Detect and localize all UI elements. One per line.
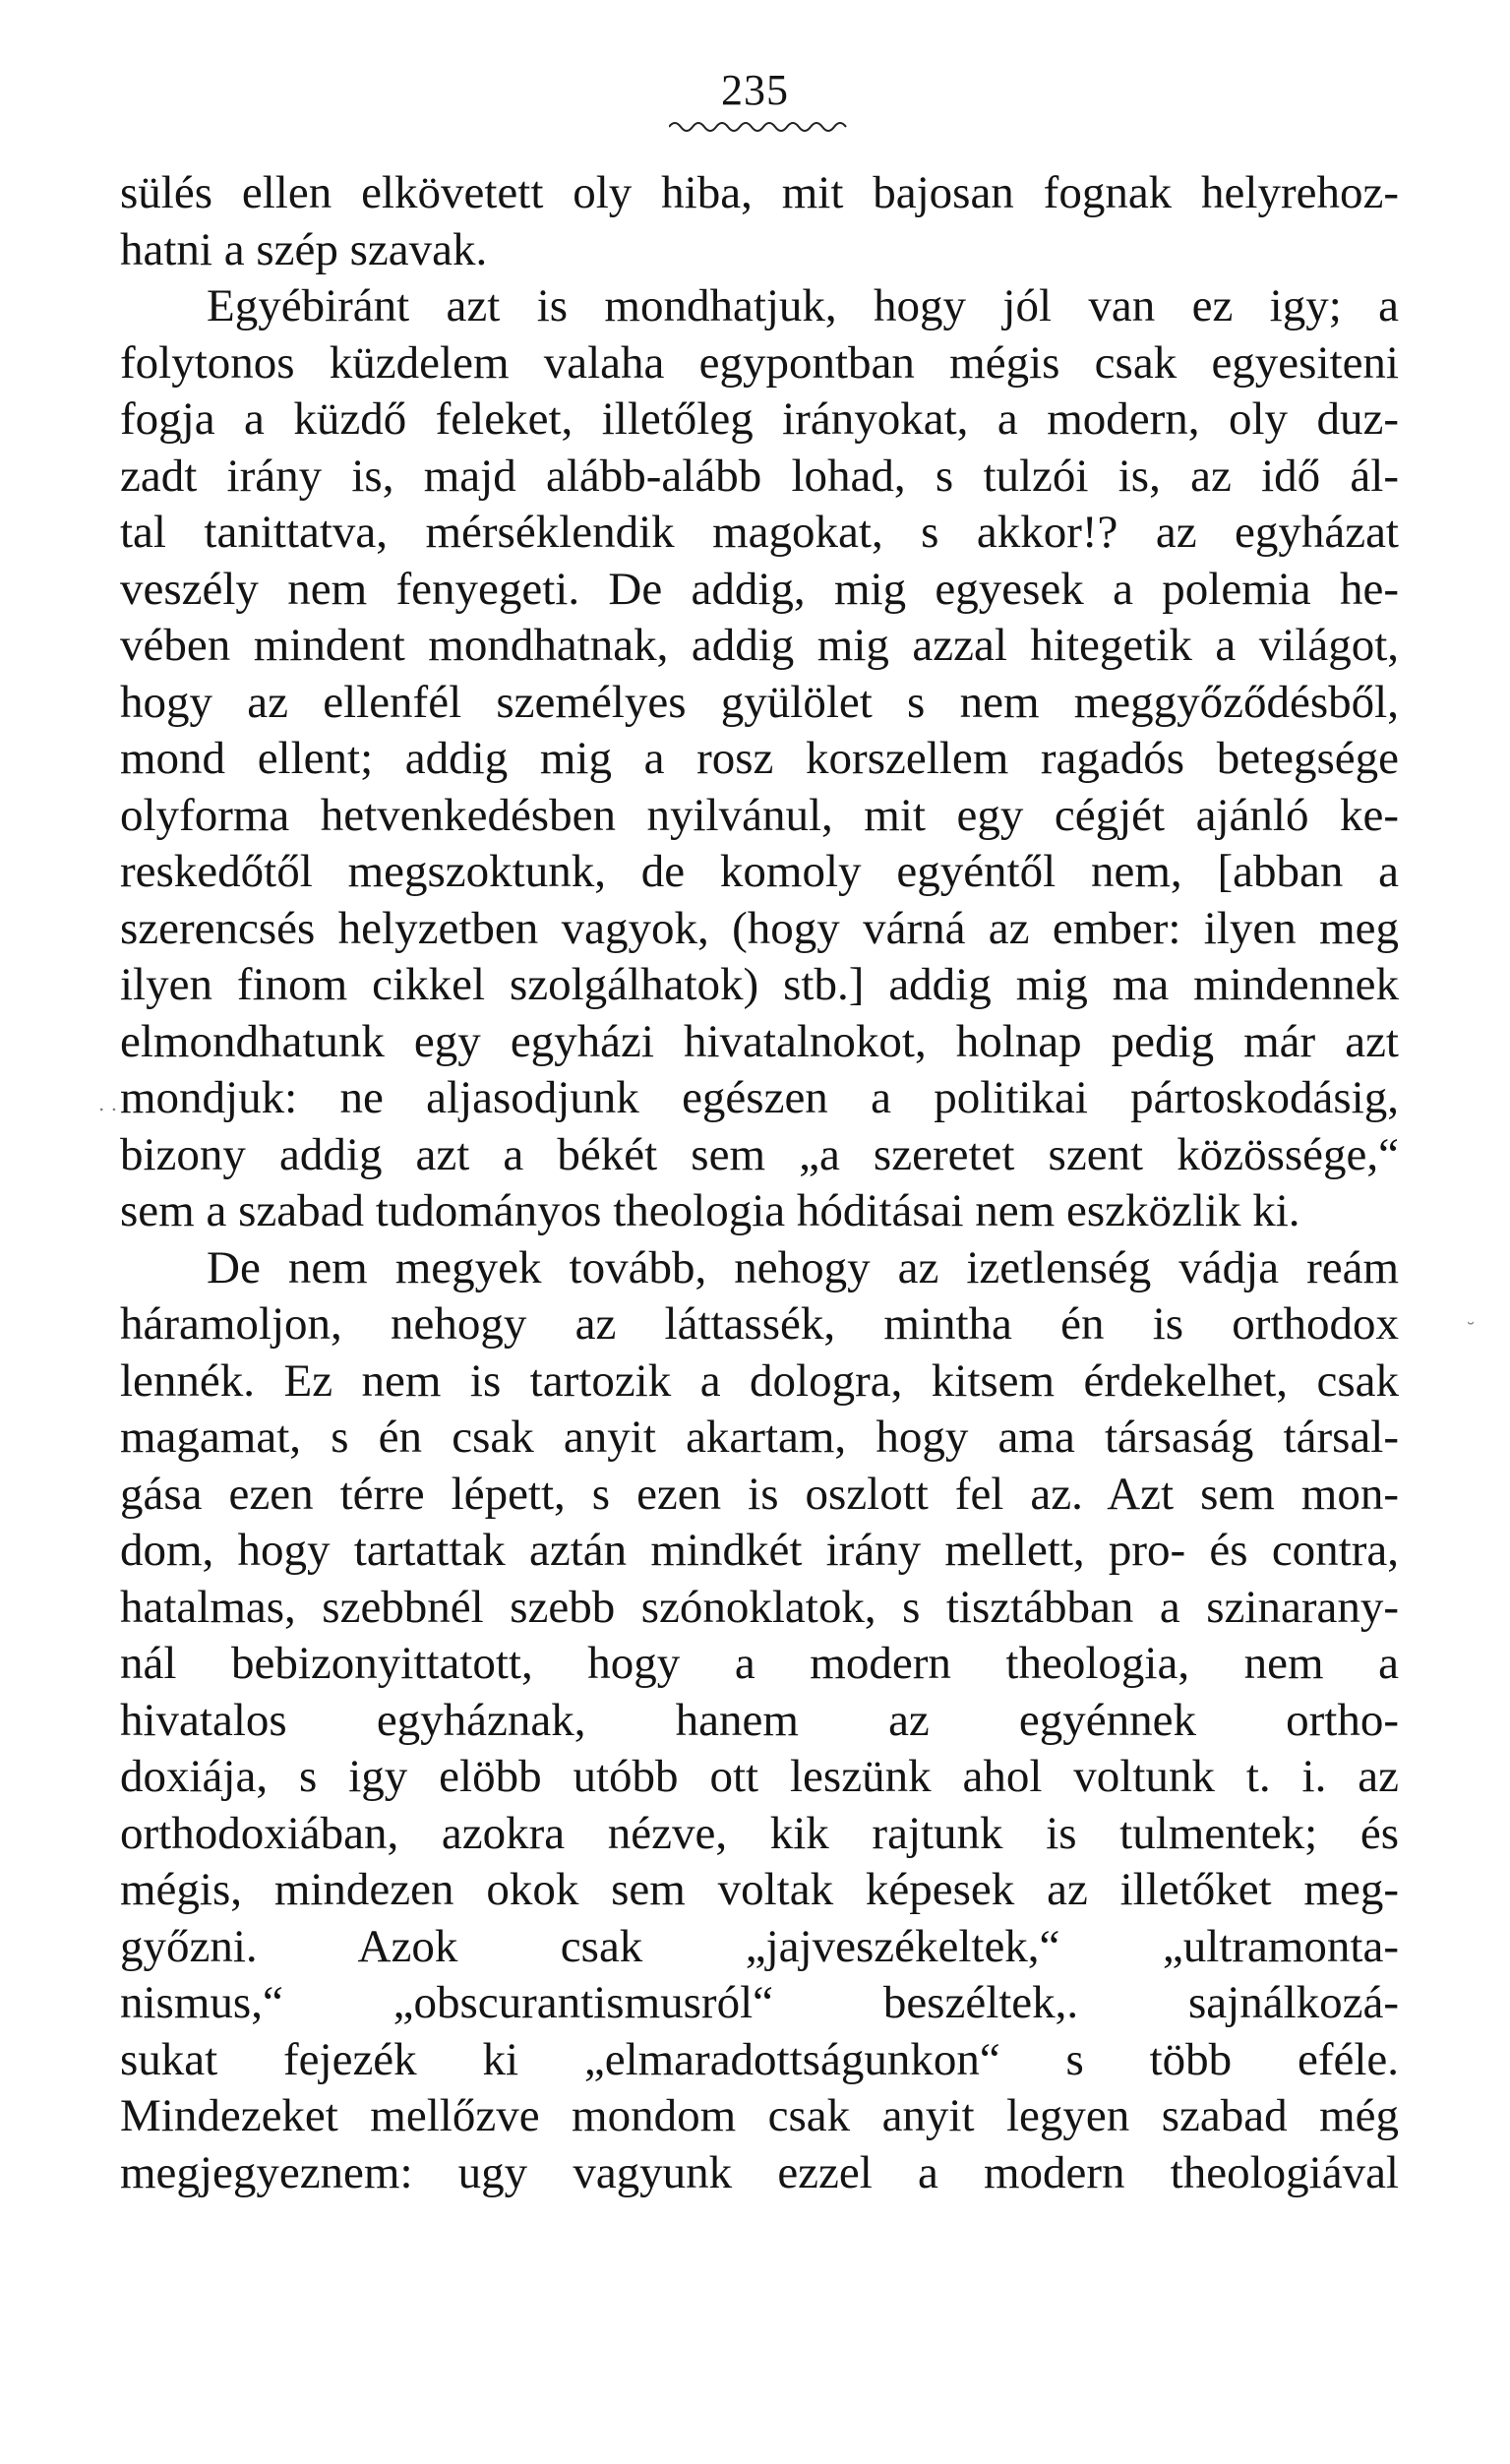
- text-line: Mindezeket mellőzve mondom csak anyit legyen szabad még: [120, 2090, 1399, 2141]
- text-line: Egyébiránt azt is mondhatjuk, hogy jól van ez igy; a: [207, 280, 1399, 331]
- text-line: magamat, s én csak anyit akartam, hogy ama társaság társal-: [120, 1412, 1399, 1463]
- text-line: olyforma hetvenkedésben nyilvánul, mit egy cégjét ajánló ke-: [120, 789, 1399, 841]
- body-text: [120, 165, 1399, 2201]
- text-line: mond ellent; addig mig a rosz korszellem ragadós betegsége: [120, 733, 1399, 784]
- text-line: lennék. Ez nem is tartozik a dologra, kitsem érdekelhet, csak: [120, 1354, 1399, 1407]
- text-line: bizony addig azt a békét sem „a szeretet szent közössége,“: [120, 1128, 1399, 1180]
- text-line: tal tanittatva, mérséklendik magokat, s akkor!? az egyházat: [120, 507, 1399, 558]
- text-line: ilyen finom cikkel szolgálhatok) stb.] addig mig ma mindennek: [120, 959, 1399, 1010]
- text-line: hatalmas, szebbnél szebb szónoklatok, s tisztábban a szinarany-: [120, 1581, 1399, 1633]
- text-line: sem a szabad tudományos theologia hóditásai nem eszközlik ki.: [120, 1185, 1300, 1236]
- text-line: hatni a szép szavak.: [120, 223, 488, 275]
- text-line: győzni. Azok csak „jajveszékeltek,“ „ultramonta-: [120, 1920, 1399, 1972]
- text-line: megjegyeznem: ugy vagyunk ezzel a modern theologiával: [120, 2146, 1399, 2198]
- text-line: fogja a küzdő feleket, illetőleg irányokat, a modern, oly duz-: [120, 393, 1399, 445]
- text-line: reskedőtől megszoktunk, de komoly egyéntől nem, [abban a: [120, 846, 1399, 897]
- text-line: hogy az ellenfél személyes gyülölet s nem meggyőződésből,: [120, 676, 1399, 728]
- text-line: sülés ellen elkövetett oly hiba, mit bajosan fognak helyrehoz-: [120, 167, 1399, 218]
- text-line: nismus,“ „obscurantismusról“ beszéltek,. sajnálkozá-: [120, 1977, 1399, 2028]
- text-line: De nem megyek tovább, nehogy az izetlenség vádja reám: [207, 1241, 1399, 1293]
- text-line: folytonos küzdelem valaha egypontban mégis csak egyesiteni: [120, 336, 1399, 389]
- text-line: nál bebizonyittatott, hogy a modern theologia, nem a: [120, 1638, 1399, 1689]
- page-number: 235: [721, 66, 789, 114]
- text-line: vében mindent mondhatnak, addig mig azzal hitegetik a világot,: [120, 620, 1399, 671]
- margin-speck: . .: [98, 1092, 118, 1115]
- text-line: háramoljon, nehogy az láttassék, mintha én is orthodox: [120, 1298, 1399, 1350]
- text-line: mondjuk: ne aljasodjunk egészen a politikai pártoskodásig,: [120, 1072, 1399, 1123]
- text-line: sukat fejezék ki „elmaradottságunkon“ s több eféle.: [120, 2033, 1399, 2085]
- text-line: veszély nem fenyegeti. De addig, mig egyesek a polemia he-: [120, 563, 1399, 615]
- text-line: szerencsés helyzetben vagyok, (hogy várná az ember: ilyen meg: [120, 902, 1399, 954]
- margin-speck: ˘: [1466, 1318, 1476, 1342]
- text-line: zadt irány is, majd alább-alább lohad, s tulzói is, az idő ál-: [120, 450, 1399, 502]
- text-line: doxiája, s igy elöbb utóbb ott leszünk ahol voltunk t. i. az: [120, 1751, 1399, 1802]
- page-number-flourish-ornament: [669, 118, 851, 136]
- text-line: gása ezen térre lépett, s ezen is oszlott fel az. Azt sem mon-: [120, 1468, 1399, 1520]
- text-line: dom, hogy tartattak aztán mindkét irány mellett, pro- és contra,: [120, 1525, 1399, 1576]
- text-line: mégis, mindezen okok sem voltak képesek az illetőket meg-: [120, 1864, 1399, 1915]
- text-line: orthodoxiában, azokra nézve, kik rajtunk is tulmentek; és: [120, 1807, 1399, 1859]
- text-line: hivatalos egyháznak, hanem az egyénnek ortho-: [120, 1694, 1399, 1746]
- text-line: elmondhatunk egy egyházi hivatalnokot, holnap pedig már azt: [120, 1015, 1399, 1067]
